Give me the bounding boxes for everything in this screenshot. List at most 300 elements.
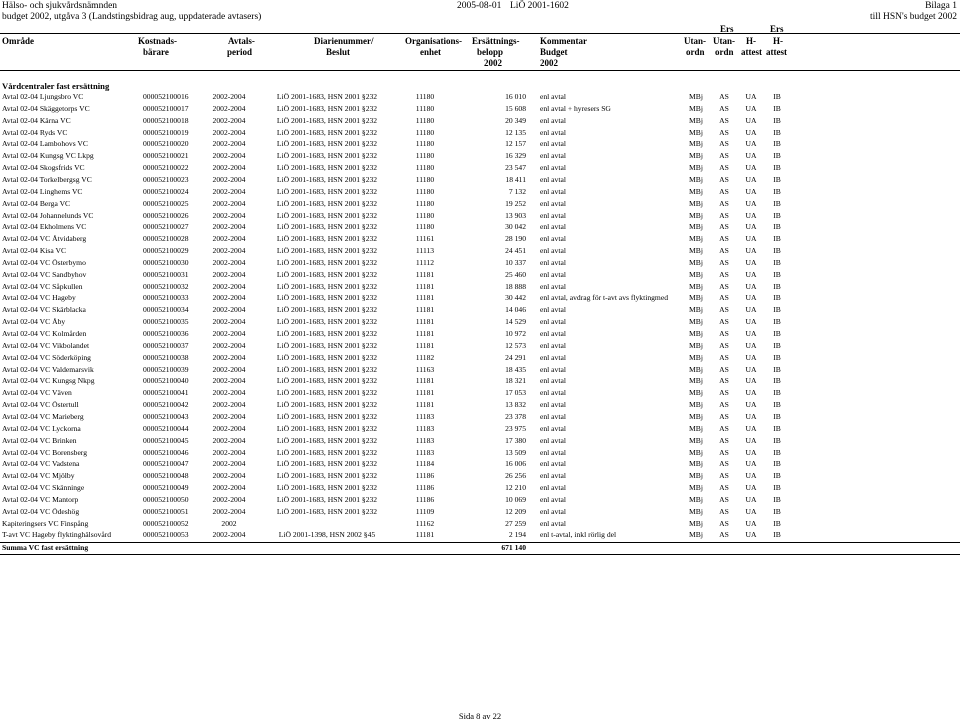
- col-belopp-year: 2002: [484, 58, 502, 68]
- cell-area: Avtal 02-04 VC Ödeshög: [2, 506, 80, 516]
- cell-decision: LiÖ 2001-1683, HSN 2001 §232: [276, 257, 378, 267]
- cell-attest2: IB: [773, 494, 781, 504]
- cell-utanordn1: MBj: [689, 376, 703, 386]
- cell-cost-bearer: 000052100050: [143, 494, 189, 504]
- cell-period: 2002-2004: [212, 103, 246, 113]
- table-row: [0, 458, 960, 470]
- cell-org-unit: 11181: [415, 376, 435, 386]
- cell-attest1: UA: [745, 423, 757, 433]
- cell-area: Kapiteringsers VC Finspång: [2, 518, 89, 528]
- cell-area: Avtal 02-04 VC Brinken: [2, 435, 77, 445]
- cell-area: Avtal 02-04 VC Valdemarsvik: [2, 364, 94, 374]
- cell-cost-bearer: 000052100039: [143, 364, 189, 374]
- summary-row: [0, 542, 960, 554]
- cell-attest1: UA: [745, 234, 757, 244]
- cell-period: 2002-2004: [212, 269, 246, 279]
- cell-comment: enl avtal: [540, 483, 566, 493]
- cell-period: 2002-2004: [212, 352, 246, 362]
- cell-utanordn2: AS: [719, 246, 729, 256]
- cell-amount: 20 349: [505, 115, 526, 125]
- table-row: [0, 91, 960, 103]
- cell-org-unit: 11181: [415, 329, 435, 338]
- cell-comment: enl avtal, avdrag för t-avt avs flyktingmed: [540, 293, 668, 303]
- cell-period: 2002-2004: [212, 305, 246, 315]
- cell-comment: enl avtal: [540, 352, 566, 362]
- cell-amount: 18 435: [505, 364, 526, 374]
- cell-area: Avtal 02-04 VC Åtvidaberg: [2, 234, 87, 244]
- cell-decision: LiÖ 2001-1683, HSN 2001 §232: [276, 483, 378, 493]
- cell-comment: enl avtal: [540, 198, 566, 208]
- cell-cost-bearer: 000052100016: [143, 92, 189, 101]
- cell-decision: LiÖ 2001-1398, HSN 2002 §45: [278, 530, 376, 540]
- cell-period: 2002-2004: [212, 459, 246, 469]
- cell-utanordn1: MBj: [689, 411, 703, 421]
- cell-area: Avtal 02-04 VC Skärblacka: [2, 305, 86, 315]
- cell-area: Avtal 02-04 VC Hageby: [2, 293, 76, 303]
- cell-area: Avtal 02-04 VC Såpkullen: [2, 281, 83, 291]
- cell-amount: 12 209: [505, 506, 526, 516]
- cell-attest1: UA: [745, 163, 757, 173]
- cell-cost-bearer: 000052100024: [143, 186, 189, 196]
- cell-attest2: IB: [773, 530, 781, 540]
- cell-attest1: UA: [745, 340, 757, 350]
- cell-period: 2002-2004: [212, 139, 246, 149]
- cell-cost-bearer: 000052100019: [143, 127, 189, 137]
- cell-attest1: UA: [745, 317, 757, 327]
- cell-attest1: UA: [745, 281, 757, 291]
- cell-area: Avtal 02-04 VC Kolmården: [2, 329, 87, 338]
- cell-decision: LiÖ 2001-1683, HSN 2001 §232: [276, 246, 378, 256]
- cell-org-unit: 11186: [415, 494, 435, 504]
- cell-amount: 28 190: [505, 234, 526, 244]
- cell-utanordn1: MBj: [689, 530, 703, 540]
- cell-area: Avtal 02-04 Linghems VC: [2, 186, 83, 196]
- cell-amount: 23 975: [505, 423, 526, 433]
- cell-cost-bearer: 000052100028: [143, 234, 189, 244]
- table-row: [0, 399, 960, 411]
- cell-utanordn1: MBj: [689, 447, 703, 457]
- cell-utanordn2: AS: [719, 281, 729, 291]
- cell-cost-bearer: 000052100046: [143, 447, 189, 457]
- cell-attest2: IB: [773, 317, 781, 327]
- cell-attest1: UA: [745, 151, 757, 161]
- cell-decision: LiÖ 2001-1683, HSN 2001 §232: [276, 352, 378, 362]
- cell-utanordn1: MBj: [689, 115, 703, 125]
- cell-decision: LiÖ 2001-1683, HSN 2001 §232: [276, 151, 378, 161]
- col-budget-year: 2002: [540, 58, 558, 68]
- cell-utanordn2: AS: [719, 423, 729, 433]
- table-row: [0, 529, 960, 541]
- cell-decision: LiÖ 2001-1683, HSN 2001 §232: [276, 210, 378, 220]
- doc-subtitle: budget 2002, utgåva 3 (Landstingsbidrag aug, uppdaterade avtasers): [2, 12, 262, 22]
- cell-comment: enl avtal: [540, 269, 566, 279]
- cell-utanordn1: MBj: [689, 483, 703, 493]
- col-utan1: Utan-: [684, 36, 706, 46]
- cell-cost-bearer: 000052100051: [143, 506, 189, 516]
- cell-utanordn2: AS: [719, 518, 729, 528]
- cell-comment: enl avtal: [540, 127, 566, 137]
- col-omrade: Område: [2, 36, 34, 46]
- cell-comment: enl avtal: [540, 400, 566, 410]
- cell-utanordn2: AS: [719, 329, 729, 338]
- cell-decision: LiÖ 2001-1683, HSN 2001 §232: [276, 103, 378, 113]
- cell-amount: 19 252: [505, 198, 526, 208]
- cell-comment: enl avtal: [540, 92, 566, 101]
- table-row: [0, 103, 960, 115]
- cell-cost-bearer: 000052100052: [143, 518, 189, 528]
- cell-comment: enl avtal: [540, 364, 566, 374]
- cell-attest2: IB: [773, 447, 781, 457]
- section-title: Vårdcentraler fast ersättning: [2, 81, 110, 91]
- cell-utanordn1: MBj: [689, 186, 703, 196]
- cell-attest2: IB: [773, 163, 781, 173]
- cell-attest1: UA: [745, 471, 757, 481]
- table-row: [0, 174, 960, 186]
- cell-utanordn1: MBj: [689, 506, 703, 516]
- attachment-label: Bilaga 1: [925, 1, 957, 11]
- cell-period: 2002-2004: [212, 506, 246, 516]
- cell-comment: enl avtal: [540, 115, 566, 125]
- cell-org-unit: 11112: [415, 257, 435, 267]
- cell-attest2: IB: [773, 151, 781, 161]
- cell-attest1: UA: [745, 246, 757, 256]
- cell-cost-bearer: 000052100042: [143, 400, 189, 410]
- cell-area: Avtal 02-04 VC Vadstena: [2, 459, 80, 469]
- cell-amount: 16 006: [505, 459, 526, 469]
- cell-utanordn1: MBj: [689, 435, 703, 445]
- cell-utanordn1: MBj: [689, 174, 703, 184]
- cell-org-unit: 11180: [415, 163, 435, 173]
- summary-label: Summa VC fast ersättning: [2, 543, 89, 553]
- cell-area: Avtal 02-04 Ryds VC: [2, 127, 68, 137]
- cell-attest1: UA: [745, 139, 757, 149]
- cell-attest1: UA: [745, 435, 757, 445]
- cell-cost-bearer: 000052100047: [143, 459, 189, 469]
- cell-org-unit: 11181: [415, 388, 435, 398]
- cell-attest1: UA: [745, 411, 757, 421]
- cell-cost-bearer: 000052100048: [143, 471, 189, 481]
- cell-decision: LiÖ 2001-1683, HSN 2001 §232: [276, 198, 378, 208]
- cell-attest2: IB: [773, 174, 781, 184]
- cell-decision: LiÖ 2001-1683, HSN 2001 §232: [276, 388, 378, 398]
- cell-period: 2002-2004: [212, 163, 246, 173]
- cell-utanordn1: MBj: [689, 305, 703, 315]
- cell-attest2: IB: [773, 471, 781, 481]
- cell-comment: enl avtal: [540, 174, 566, 184]
- cell-area: Avtal 02-04 Skäggetorps VC: [2, 103, 90, 113]
- cell-utanordn2: AS: [719, 435, 729, 445]
- col-budget: Budget: [540, 47, 568, 57]
- cell-period: 2002-2004: [212, 234, 246, 244]
- cell-utanordn2: AS: [719, 198, 729, 208]
- cell-decision: LiÖ 2001-1683, HSN 2001 §232: [276, 494, 378, 504]
- cell-utanordn1: MBj: [689, 163, 703, 173]
- cell-amount: 10 337: [505, 257, 526, 267]
- cell-period: 2002-2004: [212, 222, 246, 232]
- cell-area: Avtal 02-04 VC Marieberg: [2, 411, 84, 421]
- cell-decision: LiÖ 2001-1683, HSN 2001 §232: [276, 269, 378, 279]
- cell-utanordn1: MBj: [689, 459, 703, 469]
- cell-attest2: IB: [773, 210, 781, 220]
- cell-amount: 30 042: [505, 222, 526, 232]
- cell-period: 2002-2004: [212, 115, 246, 125]
- cell-utanordn1: MBj: [689, 293, 703, 303]
- table-row: [0, 494, 960, 506]
- cell-attest2: IB: [773, 127, 781, 137]
- cell-comment: enl avtal: [540, 423, 566, 433]
- cell-cost-bearer: 000052100026: [143, 210, 189, 220]
- cell-utanordn1: MBj: [689, 103, 703, 113]
- cell-utanordn2: AS: [719, 92, 729, 101]
- cell-cost-bearer: 000052100044: [143, 423, 189, 433]
- cell-cost-bearer: 000052100036: [143, 329, 189, 338]
- cell-attest2: IB: [773, 483, 781, 493]
- cell-amount: 14 529: [505, 317, 526, 327]
- cell-utanordn2: AS: [719, 494, 729, 504]
- cell-amount: 17 053: [505, 388, 526, 398]
- cell-comment: enl avtal: [540, 506, 566, 516]
- table-row: [0, 257, 960, 269]
- cell-amount: 10 069: [505, 494, 526, 504]
- col-enhet: enhet: [420, 47, 441, 57]
- cell-utanordn2: AS: [719, 388, 729, 398]
- cell-org-unit: 11182: [415, 352, 435, 362]
- table-row: [0, 304, 960, 316]
- summary-total: 671 140: [501, 543, 526, 553]
- cell-decision: LiÖ 2001-1683, HSN 2001 §232: [276, 364, 378, 374]
- table-row: [0, 470, 960, 482]
- cell-period: 2002-2004: [212, 198, 246, 208]
- cell-decision: LiÖ 2001-1683, HSN 2001 §232: [276, 423, 378, 433]
- cell-amount: 23 378: [505, 411, 526, 421]
- cell-attest2: IB: [773, 103, 781, 113]
- cell-area: Avtal 02-04 Ekholmens VC: [2, 222, 87, 232]
- cell-area: Avtal 02-04 VC Östertull: [2, 400, 79, 410]
- table-row: [0, 482, 960, 494]
- cell-comment: enl avtal: [540, 447, 566, 457]
- cell-amount: 10 972: [505, 329, 526, 338]
- cell-area: T-avt VC Hageby flyktinghälsovård: [2, 530, 112, 540]
- cell-comment: enl avtal: [540, 329, 566, 338]
- cell-cost-bearer: 000052100053: [143, 530, 189, 540]
- cell-comment: enl avtal: [540, 340, 566, 350]
- cell-period: 2002-2004: [212, 364, 246, 374]
- cell-area: Avtal 02-04 VC Vikbolandet: [2, 340, 90, 350]
- col-ordn2: ordn: [715, 47, 734, 57]
- cell-org-unit: 11184: [415, 459, 435, 469]
- cell-amount: 13 832: [505, 400, 526, 410]
- cell-decision: LiÖ 2001-1683, HSN 2001 §232: [276, 459, 378, 469]
- cell-period: 2002-2004: [212, 411, 246, 421]
- cell-amount: 15 608: [505, 103, 526, 113]
- cell-amount: 12 210: [505, 483, 526, 493]
- cell-period: 2002-2004: [212, 423, 246, 433]
- cell-amount: 18 888: [505, 281, 526, 291]
- cell-attest2: IB: [773, 281, 781, 291]
- page-number: Sida 8 av 22: [458, 711, 502, 721]
- cell-utanordn2: AS: [719, 139, 729, 149]
- cell-utanordn1: MBj: [689, 222, 703, 232]
- cell-decision: LiÖ 2001-1683, HSN 2001 §232: [276, 115, 378, 125]
- table-row: [0, 340, 960, 352]
- col-kommentar: Kommentar: [540, 36, 587, 46]
- table-row: [0, 221, 960, 233]
- cell-cost-bearer: 000052100022: [143, 163, 189, 173]
- cell-attest1: UA: [745, 518, 757, 528]
- cell-attest1: UA: [745, 329, 757, 338]
- cell-decision: LiÖ 2001-1683, HSN 2001 §232: [276, 281, 378, 291]
- cell-utanordn2: AS: [719, 376, 729, 386]
- cell-attest1: UA: [745, 494, 757, 504]
- cell-attest1: UA: [745, 506, 757, 516]
- cell-cost-bearer: 000052100034: [143, 305, 189, 315]
- table-row: [0, 127, 960, 139]
- cell-area: Avtal 02-04 VC Mantorp: [2, 494, 79, 504]
- cell-attest2: IB: [773, 293, 781, 303]
- cell-utanordn2: AS: [719, 115, 729, 125]
- cell-cost-bearer: 000052100032: [143, 281, 189, 291]
- cell-org-unit: 11181: [415, 340, 435, 350]
- cell-attest1: UA: [745, 210, 757, 220]
- table-row: [0, 506, 960, 518]
- cell-utanordn1: MBj: [689, 139, 703, 149]
- cell-utanordn1: MBj: [689, 234, 703, 244]
- table-row: [0, 423, 960, 435]
- col-beslut: Beslut: [326, 47, 351, 57]
- cell-org-unit: 11183: [415, 423, 435, 433]
- cell-attest1: UA: [745, 364, 757, 374]
- table-row: [0, 269, 960, 281]
- cell-attest2: IB: [773, 459, 781, 469]
- cell-utanordn2: AS: [719, 186, 729, 196]
- cell-period: 2002-2004: [212, 329, 246, 338]
- cell-utanordn1: MBj: [689, 364, 703, 374]
- cell-amount: 7 132: [508, 186, 526, 196]
- cell-period: 2002-2004: [212, 246, 246, 256]
- cell-cost-bearer: 000052100020: [143, 139, 189, 149]
- col-belopp: belopp: [477, 47, 504, 57]
- cell-comment: enl t-avtal, inkl rörlig del: [540, 530, 617, 540]
- cell-comment: enl avtal: [540, 317, 566, 327]
- cell-org-unit: 11181: [415, 293, 435, 303]
- cell-org-unit: 11186: [415, 483, 435, 493]
- cell-comment: enl avtal: [540, 222, 566, 232]
- table-row: [0, 387, 960, 399]
- cell-comment: enl avtal: [540, 163, 566, 173]
- cell-utanordn2: AS: [719, 174, 729, 184]
- cell-utanordn2: AS: [719, 210, 729, 220]
- cell-org-unit: 11180: [415, 198, 435, 208]
- cell-org-unit: 11180: [415, 222, 435, 232]
- cell-comment: enl avtal: [540, 210, 566, 220]
- cell-utanordn2: AS: [719, 269, 729, 279]
- col-organisations: Organisations-: [405, 36, 463, 46]
- cell-amount: 12 157: [505, 139, 526, 149]
- cell-org-unit: 11181: [415, 305, 435, 315]
- table-row: [0, 292, 960, 304]
- col-ers2: Ers: [770, 24, 784, 34]
- table-row: [0, 198, 960, 210]
- cell-period: 2002-2004: [212, 281, 246, 291]
- cell-utanordn2: AS: [719, 400, 729, 410]
- cell-cost-bearer: 000052100025: [143, 198, 189, 208]
- org-name: Hälso- och sjukvårdsnämnden: [2, 1, 118, 11]
- cell-org-unit: 11180: [415, 103, 435, 113]
- cell-decision: LiÖ 2001-1683, HSN 2001 §232: [276, 127, 378, 137]
- cell-attest1: UA: [745, 115, 757, 125]
- cell-org-unit: 11180: [415, 139, 435, 149]
- cell-area: Avtal 02-04 VC Borensberg: [2, 447, 87, 457]
- cell-utanordn1: MBj: [689, 127, 703, 137]
- cell-attest2: IB: [773, 198, 781, 208]
- cell-area: Avtal 02-04 Kisa VC: [2, 246, 67, 256]
- cell-comment: enl avtal: [540, 257, 566, 267]
- cell-utanordn2: AS: [719, 483, 729, 493]
- col-barare: bärare: [143, 47, 169, 57]
- cell-amount: 24 451: [505, 246, 526, 256]
- col-ers1: Ers: [720, 24, 734, 34]
- col-avtals: Avtals-: [228, 36, 255, 46]
- cell-amount: 30 442: [505, 293, 526, 303]
- cell-amount: 18 411: [505, 174, 526, 184]
- cell-utanordn2: AS: [719, 103, 729, 113]
- cell-org-unit: 11180: [415, 151, 435, 161]
- cell-area: Avtal 02-04 Johannelunds VC: [2, 210, 94, 220]
- cell-org-unit: 11181: [415, 269, 435, 279]
- cell-org-unit: 11186: [415, 471, 435, 481]
- col-h1: H-: [746, 36, 756, 46]
- cell-period: 2002-2004: [212, 92, 246, 101]
- cell-comment: enl avtal: [540, 459, 566, 469]
- cell-decision: LiÖ 2001-1683, HSN 2001 §232: [276, 435, 378, 445]
- cell-attest2: IB: [773, 506, 781, 516]
- cell-decision: LiÖ 2001-1683, HSN 2001 §232: [276, 329, 378, 338]
- cell-amount: 16 329: [505, 151, 526, 161]
- cell-period: 2002-2004: [212, 400, 246, 410]
- cell-cost-bearer: 000052100041: [143, 388, 189, 398]
- cell-attest1: UA: [745, 222, 757, 232]
- cell-attest2: IB: [773, 352, 781, 362]
- cell-org-unit: 11183: [415, 411, 435, 421]
- cell-decision: LiÖ 2001-1683, HSN 2001 §232: [276, 222, 378, 232]
- attachment-sub: till HSN's budget 2002: [870, 12, 957, 22]
- cell-period: 2002-2004: [212, 435, 246, 445]
- cell-attest2: IB: [773, 186, 781, 196]
- cell-utanordn1: MBj: [689, 246, 703, 256]
- cell-comment: enl avtal: [540, 234, 566, 244]
- cell-org-unit: 11180: [415, 115, 435, 125]
- cell-cost-bearer: 000052100045: [143, 435, 189, 445]
- cell-comment: enl avtal: [540, 151, 566, 161]
- cell-utanordn1: MBj: [689, 92, 703, 101]
- cell-attest2: IB: [773, 400, 781, 410]
- cell-decision: LiÖ 2001-1683, HSN 2001 §232: [276, 293, 378, 303]
- cell-period: 2002-2004: [212, 210, 246, 220]
- cell-attest2: IB: [773, 364, 781, 374]
- table-row: [0, 364, 960, 376]
- cell-comment: enl avtal: [540, 494, 566, 504]
- cell-area: Avtal 02-04 Lambohovs VC: [2, 139, 88, 149]
- cell-attest1: UA: [745, 530, 757, 540]
- cell-org-unit: 11180: [415, 92, 435, 101]
- cell-attest2: IB: [773, 222, 781, 232]
- cell-comment: enl avtal: [540, 139, 566, 149]
- cell-decision: LiÖ 2001-1683, HSN 2001 §232: [276, 376, 378, 386]
- cell-utanordn2: AS: [719, 506, 729, 516]
- cell-attest1: UA: [745, 352, 757, 362]
- cell-cost-bearer: 000052100038: [143, 352, 189, 362]
- cell-decision: LiÖ 2001-1683, HSN 2001 §232: [276, 471, 378, 481]
